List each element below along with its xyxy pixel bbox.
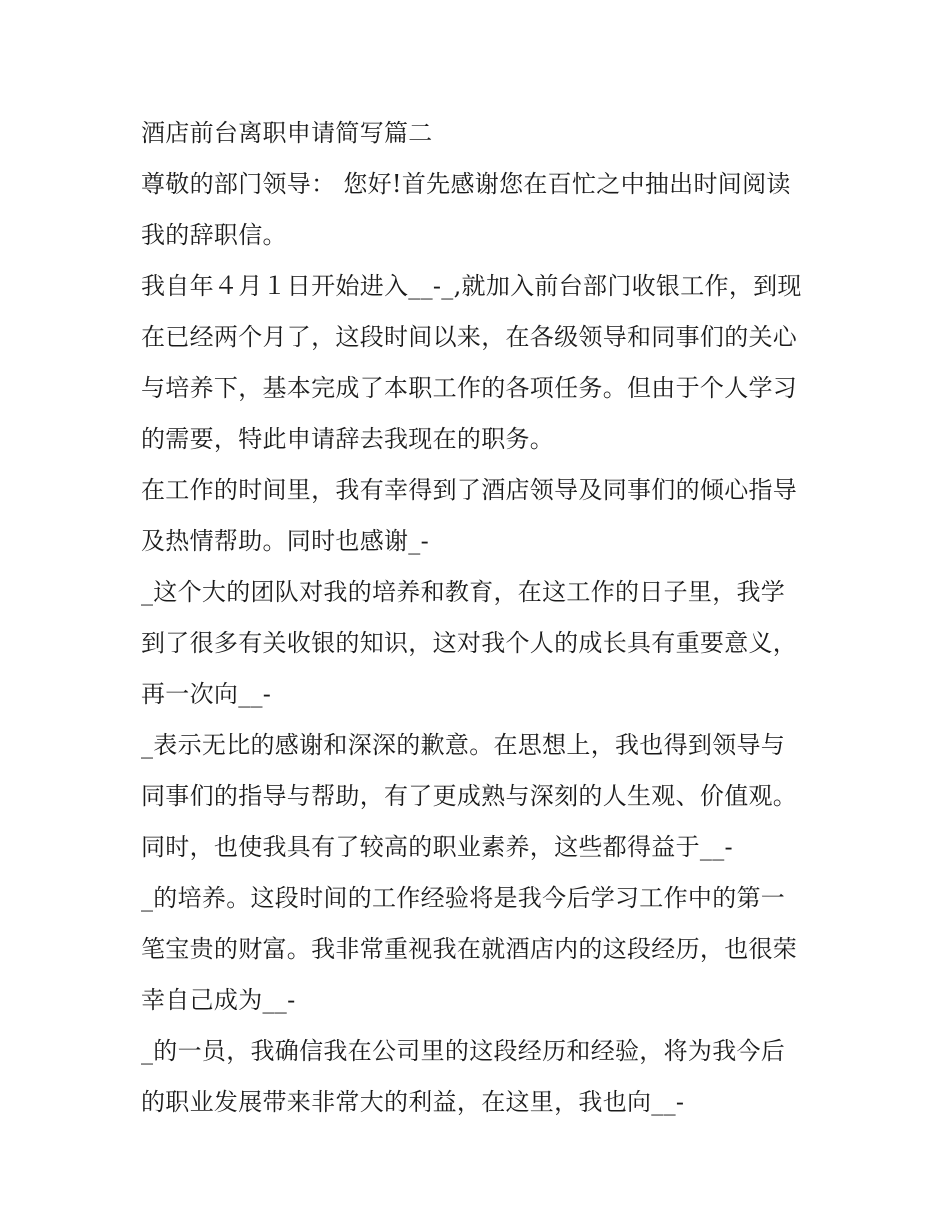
document-body xyxy=(141,108,821,1128)
text-line: 在工作的时间里，我有幸得到了酒店领导及同事们的倾心指导 xyxy=(141,476,798,504)
text-line: 笔宝贵的财富。我非常重视我在就酒店内的这段经历，也很荣 xyxy=(141,935,798,963)
text-line: 我自年４月１日开始进入__-_,就加入前台部门收银工作，到现 xyxy=(141,272,802,300)
text-line: 尊敬的部门领导： 您好!首先感谢您在百忙之中抽出时间阅读 xyxy=(141,170,791,198)
text-line: 的需要，特此申请辞去我现在的职务。 xyxy=(141,425,555,453)
text-line: 我的辞职信。 xyxy=(141,221,287,249)
text-line: 的职业发展带来非常大的利益，在这里，我也向__- xyxy=(141,1088,685,1116)
text-line: _的一员，我确信我在公司里的这段经历和经验，将为我今后 xyxy=(141,1037,786,1065)
text-line: 再一次向__- xyxy=(141,680,272,708)
text-line: 同时，也使我具有了较高的职业素养，这些都得益于__- xyxy=(141,833,733,861)
document-title: 酒店前台离职申请简写篇二 xyxy=(141,119,433,147)
text-line: _这个大的团队对我的培养和教育，在这工作的日子里，我学 xyxy=(141,578,786,606)
text-line: 及热情帮助。同时也感谢_- xyxy=(141,527,430,555)
text-line: 到了很多有关收银的知识，这对我个人的成长具有重要意义， xyxy=(141,629,798,657)
text-line: 幸自己成为__- xyxy=(141,986,296,1014)
text-line: _表示无比的感谢和深深的歉意。在思想上，我也得到领导与 xyxy=(141,731,786,759)
text-line: 与培养下，基本完成了本职工作的各项任务。但由于个人学习 xyxy=(141,374,798,402)
text-line: 在已经两个月了，这段时间以来，在各级领导和同事们的关心 xyxy=(141,323,798,351)
text-line: 同事们的指导与帮助，有了更成熟与深刻的人生观、价值观。 xyxy=(141,782,798,810)
text-line: _的培养。这段时间的工作经验将是我今后学习工作中的第一 xyxy=(141,884,786,912)
